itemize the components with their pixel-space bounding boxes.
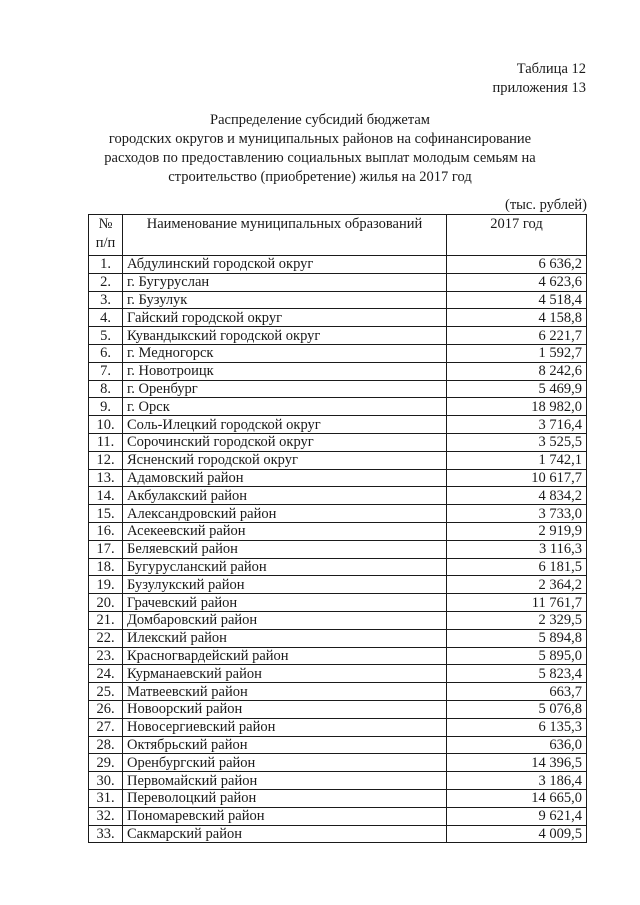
table-row: [89, 594, 587, 612]
row-number: 22.: [89, 629, 123, 647]
table-row: [89, 309, 587, 327]
subsidy-amount: 3 733,0: [447, 505, 587, 523]
municipality-name: Октябрьский район: [123, 736, 447, 754]
row-number: 20.: [89, 594, 123, 612]
subsidy-amount: 1 592,7: [447, 344, 587, 362]
subsidy-amount: 6 221,7: [447, 327, 587, 345]
row-number: 7.: [89, 362, 123, 380]
table-row: [89, 362, 587, 380]
municipality-name: Новоорский район: [123, 700, 447, 718]
table-row: [89, 683, 587, 701]
row-number: 17.: [89, 540, 123, 558]
row-number: 2.: [89, 273, 123, 291]
subsidy-amount: 3 186,4: [447, 772, 587, 790]
row-number: 18.: [89, 558, 123, 576]
table-row: [89, 700, 587, 718]
table-row: [89, 256, 587, 274]
table-row: [89, 344, 587, 362]
subsidy-amount: 4 009,5: [447, 825, 587, 843]
row-number: 19.: [89, 576, 123, 594]
table-row: [89, 736, 587, 754]
municipality-name: Бузулукский район: [123, 576, 447, 594]
table-row: [89, 522, 587, 540]
subsidy-amount: 14 396,5: [447, 754, 587, 772]
table-row: [89, 825, 587, 843]
column-header-number-line2: п/п: [95, 235, 116, 251]
row-number: 15.: [89, 505, 123, 523]
row-number: 21.: [89, 611, 123, 629]
subsidy-amount: 663,7: [447, 683, 587, 701]
municipality-name: Кувандыкский городской округ: [123, 327, 447, 345]
column-header-year: 2017 год: [447, 215, 587, 256]
table-row: [89, 273, 587, 291]
subsidy-amount: 636,0: [447, 736, 587, 754]
municipality-name: Акбулакский район: [123, 487, 447, 505]
table-row: [89, 487, 587, 505]
table-row: [89, 629, 587, 647]
table-row: [89, 291, 587, 309]
table-row: [89, 611, 587, 629]
municipality-name: Грачевский район: [123, 594, 447, 612]
subsidy-amount: 4 623,6: [447, 273, 587, 291]
municipality-name: Соль-Илецкий городской округ: [123, 416, 447, 434]
column-header-name: Наименование муниципальных образований: [123, 215, 447, 256]
subsidy-amount: 5 823,4: [447, 665, 587, 683]
row-number: 13.: [89, 469, 123, 487]
row-number: 29.: [89, 754, 123, 772]
subsidy-amount: 5 895,0: [447, 647, 587, 665]
municipality-name: Домбаровский район: [123, 611, 447, 629]
row-number: 33.: [89, 825, 123, 843]
municipality-name: Оренбургский район: [123, 754, 447, 772]
table-row: [89, 665, 587, 683]
row-number: 26.: [89, 700, 123, 718]
title-line: городских округов и муниципальных районов на софинансирование: [108, 131, 532, 147]
municipality-name: Пономаревский район: [123, 807, 447, 825]
table-row: [89, 451, 587, 469]
table-row: [89, 505, 587, 523]
table-row: [89, 647, 587, 665]
row-number: 11.: [89, 433, 123, 451]
subsidy-amount: 5 076,8: [447, 700, 587, 718]
title-line: Распределение субсидий бюджетам: [210, 112, 430, 128]
subsidy-table: [88, 214, 587, 843]
municipality-name: Новосергиевский район: [123, 718, 447, 736]
municipality-name: Первомайский район: [123, 772, 447, 790]
table-row: [89, 558, 587, 576]
subsidy-amount: 3 716,4: [447, 416, 587, 434]
appendix-reference: приложения 13: [492, 80, 586, 96]
row-number: 27.: [89, 718, 123, 736]
table-header-row: [89, 215, 587, 256]
table-row: [89, 772, 587, 790]
subsidy-amount: 4 158,8: [447, 309, 587, 327]
column-header-number: [89, 215, 123, 256]
subsidy-amount: 5 469,9: [447, 380, 587, 398]
table-row: [89, 416, 587, 434]
municipality-name: Сакмарский район: [123, 825, 447, 843]
municipality-name: Асекеевский район: [123, 522, 447, 540]
municipality-name: Ясненский городской округ: [123, 451, 447, 469]
table-row: [89, 327, 587, 345]
municipality-name: Беляевский район: [123, 540, 447, 558]
subsidy-amount: 4 518,4: [447, 291, 587, 309]
municipality-name: Илекский район: [123, 629, 447, 647]
subsidy-amount: 14 665,0: [447, 789, 587, 807]
row-number: 32.: [89, 807, 123, 825]
table-row: [89, 754, 587, 772]
table-row: [89, 807, 587, 825]
municipality-name: Бугурусланский район: [123, 558, 447, 576]
column-header-number-line1: №: [98, 216, 113, 232]
subsidy-amount: 9 621,4: [447, 807, 587, 825]
subsidy-amount: 6 636,2: [447, 256, 587, 274]
row-number: 16.: [89, 522, 123, 540]
municipality-name: г. Оренбург: [123, 380, 447, 398]
row-number: 10.: [89, 416, 123, 434]
table-row: [89, 789, 587, 807]
municipality-name: Абдулинский городской округ: [123, 256, 447, 274]
title-line: строительство (приобретение) жилья на 2017 год: [168, 169, 472, 185]
subsidy-amount: 5 894,8: [447, 629, 587, 647]
municipality-name: Курманаевский район: [123, 665, 447, 683]
municipality-name: Переволоцкий район: [123, 789, 447, 807]
municipality-name: Матвеевский район: [123, 683, 447, 701]
row-number: 5.: [89, 327, 123, 345]
table-reference-number: Таблица 12: [516, 61, 586, 77]
subsidy-amount: 6 135,3: [447, 718, 587, 736]
municipality-name: г. Орск: [123, 398, 447, 416]
row-number: 31.: [89, 789, 123, 807]
document-title: [60, 111, 580, 187]
row-number: 25.: [89, 683, 123, 701]
row-number: 6.: [89, 344, 123, 362]
row-number: 28.: [89, 736, 123, 754]
row-number: 8.: [89, 380, 123, 398]
row-number: 23.: [89, 647, 123, 665]
row-number: 4.: [89, 309, 123, 327]
municipality-name: Александровский район: [123, 505, 447, 523]
municipality-name: Адамовский район: [123, 469, 447, 487]
subsidy-amount: 10 617,7: [447, 469, 587, 487]
row-number: 14.: [89, 487, 123, 505]
municipality-name: г. Бузулук: [123, 291, 447, 309]
subsidy-amount: 8 242,6: [447, 362, 587, 380]
table-row: [89, 433, 587, 451]
row-number: 9.: [89, 398, 123, 416]
subsidy-amount: 3 525,5: [447, 433, 587, 451]
subsidy-amount: 11 761,7: [447, 594, 587, 612]
table-row: [89, 718, 587, 736]
subsidy-amount: 2 364,2: [447, 576, 587, 594]
units-label: (тыс. рублей): [505, 197, 587, 213]
subsidy-amount: 2 919,9: [447, 522, 587, 540]
table-row: [89, 540, 587, 558]
subsidy-amount: 4 834,2: [447, 487, 587, 505]
table-row: [89, 469, 587, 487]
row-number: 12.: [89, 451, 123, 469]
row-number: 24.: [89, 665, 123, 683]
title-line: расходов по предоставлению социальных выплат молодым семьям на: [104, 150, 536, 166]
row-number: 30.: [89, 772, 123, 790]
municipality-name: г. Бугуруслан: [123, 273, 447, 291]
row-number: 3.: [89, 291, 123, 309]
municipality-name: г. Новотроицк: [123, 362, 447, 380]
table-row: [89, 380, 587, 398]
municipality-name: Красногвардейский район: [123, 647, 447, 665]
table-row: [89, 576, 587, 594]
row-number: 1.: [89, 256, 123, 274]
subsidy-amount: 2 329,5: [447, 611, 587, 629]
subsidy-amount: 6 181,5: [447, 558, 587, 576]
subsidy-amount: 3 116,3: [447, 540, 587, 558]
municipality-name: Сорочинский городской округ: [123, 433, 447, 451]
municipality-name: Гайский городской округ: [123, 309, 447, 327]
table-row: [89, 398, 587, 416]
subsidy-amount: 18 982,0: [447, 398, 587, 416]
municipality-name: г. Медногорск: [123, 344, 447, 362]
subsidy-amount: 1 742,1: [447, 451, 587, 469]
